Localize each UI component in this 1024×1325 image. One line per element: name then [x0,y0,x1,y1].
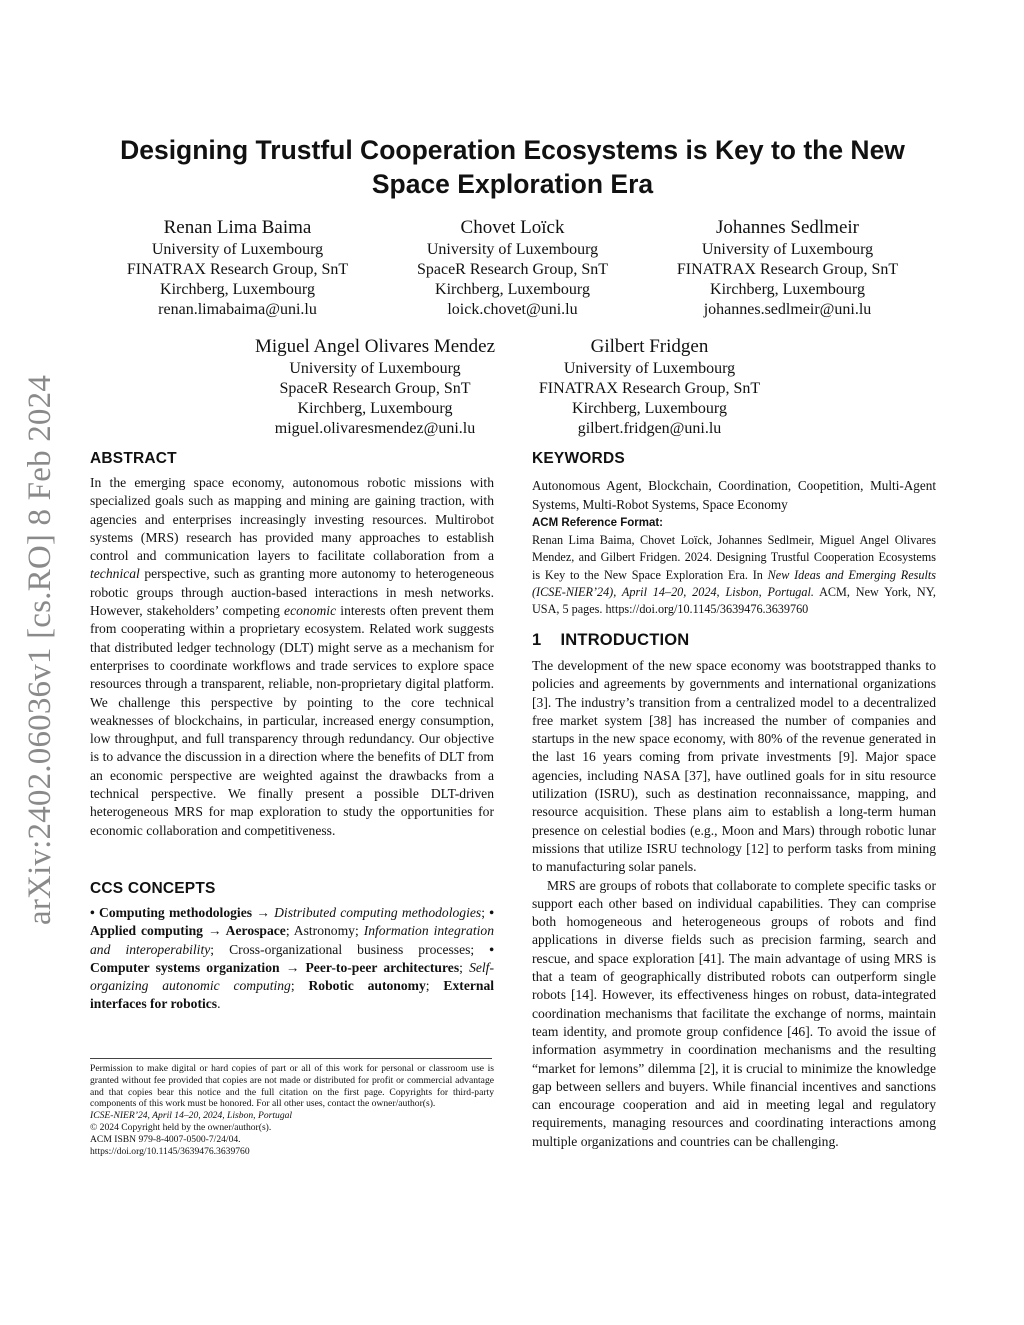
introduction-paragraph: MRS are groups of robots that collaborate to complete specific tasks or support each other based on individual capabilities. They can comprise both homogeneous and heterogeneous groups of robots and find applications in diverse fields such as precision farming, search and rescue, and space exploration [41]. The main advantage of using MRS is that a team of geographically distributed robots can outperform single robots [14]. However, its effectiveness hinges on robust, data-integrated coordination mechanisms that facilitate the exchange of norms, maintain team identity, and promote group confidence [46]. To avoid the issue of information asymmetry in coordination mechanisms and the resulting “market for lemons” dilemma [2], it is crucial to minimize the knowledge gap between sellers and buyers. While financial incentives and sanctions can encourage cooperation and aid in meeting legal and regulatory requirements, managing resources and coordinating interactions among multiple organizations and countries can be challenging. [532,877,936,1149]
keywords-heading: KEYWORDS [532,450,625,467]
author-name: Chovet Loïck [460,217,565,238]
abstract-text-part: perspective, such as granting more autonomy to heterogeneous robotic groups through auction-based interactions in mesh networks. However, stakeholders’ competing [90,566,494,619]
author-group: FINATRAX Research Group, SnT [676,261,899,278]
ccs-term-italic: Information integration and interoperability [90,923,494,957]
abstract-emphasis: technical [90,566,140,582]
permission-notice: Permission to make digital or hard copies of part or all of this work for personal or classroom use is granted without fee provided that copies are not made or distributed for profit or commercial advantage and that copies bear this notice and the full citation on the first page. Copyrights for third-party components of this work must be honored. For all other uses, contact the owner/author(s). [90,1063,494,1110]
doi-link[interactable]: https://doi.org/10.1145/3639476.3639760 [90,1145,250,1157]
abstract-emphasis: economic [284,603,337,619]
arxiv-identifier [22,374,58,945]
ccs-sep: ; Cross-organizational business processes; [210,941,490,957]
ccs-term-italic: Distributed computing methodologies [274,905,482,920]
author-university: University of Luxembourg [563,360,736,377]
acm-reference-section [532,517,936,618]
author-block [380,216,645,320]
author-location: Kirchberg, Luxembourg [710,281,865,298]
acm-reference-text [532,532,936,618]
author-block [655,216,920,320]
abstract-text-part: interests often prevent them from cooperating within a proprietary ecosystem. Related work suggests that distributed ledger technology (DLT) might serve as a mechanism for enterprises to coordinate workflows and trade services to explore space resources through a transparent, reliable, non-proprietary digital platform. We challenge this perspective by pointing to the core technical weaknesses of blockchains, in particular, increased energy consumption, low throughput, and full transparency through redundancy. Our objective is to advance the discussion in a direction where the benefits of DLT from an economic perspective are weighted against the drawbacks from a technical perspective. We finally present a possible DLT-driven heterogeneous MRS for map exploration to study the opportunities for economic collaboration and competitiveness. [90,603,494,838]
isbn-line: ACM ISBN 979-8-4007-0500-7/24/04. [90,1133,241,1145]
abstract-text-part: In the emerging space economy, autonomous robotic missions with specialized goals such as mapping and mining are gaining traction, with agencies and enterprises increasingly investing resources. Multirobot systems (MRS) research has provided many approaches to establish control and communication layers to facilitate collaboration from a [90,475,494,564]
acm-reference-part: Renan Lima Baima, Chovet Loïck, Johannes Sedlmeir, Miguel Angel Olivares Mendez, and Gilbert Fridgen. 2024. Designing Trustful Cooperation Ecosystems is Key to the New Space Exploration Era. In [532,533,936,582]
author-group: FINATRAX Research Group, SnT [538,380,761,397]
ccs-term: Robotic autonomy [308,978,426,994]
author-email[interactable]: loick.chovet@uni.lu [447,301,578,318]
author-location: Kirchberg, Luxembourg [435,281,590,298]
ccs-term: • Computer systems organization → Peer-to-peer architectures [90,941,494,975]
ccs-term-italic: Self-organizing autonomic computing [90,959,494,994]
author-name: Johannes Sedlmeir [715,217,859,238]
copyright-footnote [90,1063,494,1157]
author-group: SpaceR Research Group, SnT [416,261,609,278]
abstract-section [90,450,494,840]
ccs-sep: ; [481,905,490,920]
ccs-sep: ; [290,978,309,994]
author-university: University of Luxembourg [151,241,324,258]
introduction-paragraph: The development of the new space economy was bootstrapped thanks to policies and agreements by governments and international organizations [3]. The industry’s transition from a centralized model to a decentralized free market system [38] has increased the number of companies and startups in the new space economy, with 80% of the revenue generated in the last 16 years coming from private investments [9]. Major space agencies, including NASA [37], have outlined goals for in situ resource utilization (ISRU), such as destination reconnaissance, mapping, and resource acquisition. These plans aim to establish a long-term human presence on celestial bodies (e.g., Moon and Mars) through robotic lunar missions that utilize ISRU technology [12] to perform tasks from mining to manufacturing solar panels. [532,658,936,875]
author-name: Miguel Angel Olivares Mendez [254,336,496,357]
ccs-term: External interfaces for robotics [90,978,495,1012]
author-location: Kirchberg, Luxembourg [297,400,453,417]
ccs-sep: . [217,996,221,1012]
author-group: FINATRAX Research Group, SnT [126,261,349,278]
ccs-concepts-heading: CCS CONCEPTS [90,880,216,897]
author-university: University of Luxembourg [426,241,599,258]
venue-line: ICSE-NIER’24, April 14–20, 2024, Lisbon, Portugal [90,1110,293,1122]
author-email[interactable]: johannes.sedlmeir@uni.lu [703,301,872,318]
author-name: Renan Lima Baima [163,217,312,238]
acm-reference-part: ACM, New York, NY, USA, 5 pages. https://doi.org/10.1145/3639476.3639760 [532,584,936,617]
author-email[interactable]: miguel.olivaresmendez@uni.lu [274,420,476,437]
ccs-term: • Applied computing → Aerospace [90,905,494,939]
author-location: Kirchberg, Luxembourg [572,400,727,417]
introduction-section [532,631,936,1151]
ccs-concepts-text [90,904,494,1014]
arxiv-identifier-text: arXiv:2402.06036v1 [cs.RO] 8 Feb 2024 [22,374,58,925]
ccs-sep: ; [459,959,470,975]
paper-title: Designing Trustful Cooperation Ecosystems is Key to the New Space Exploration Era [120,135,905,199]
author-location: Kirchberg, Luxembourg [160,281,315,298]
footnote-divider [90,1058,492,1059]
author-email[interactable]: renan.limabaima@uni.lu [158,301,317,318]
author-email[interactable]: gilbert.fridgen@uni.lu [577,420,722,437]
copyright-line: © 2024 Copyright held by the owner/author(s). [90,1121,272,1133]
acm-reference-label: ACM Reference Format: [532,517,663,529]
abstract-text [90,474,494,840]
ccs-sep: ; [425,978,444,994]
author-block [517,335,782,439]
acm-reference-venue: New Ideas and Emerging Results (ICSE-NIER’24), April 14–20, 2024, Lisbon, Portugal. [532,567,936,599]
author-block [105,216,370,320]
author-university: University of Luxembourg [701,241,874,258]
ccs-term: • Computing methodologies → [90,905,275,920]
author-university: University of Luxembourg [289,360,461,377]
keywords-section [532,450,936,514]
keywords-text: Autonomous Agent, Blockchain, Coordination, Coopetition, Multi-Agent Systems, Multi-Robot Systems, Space Economy [532,478,936,512]
author-group: SpaceR Research Group, SnT [279,380,471,397]
author-name: Gilbert Fridgen [590,336,709,357]
abstract-heading: ABSTRACT [90,450,177,467]
introduction-heading: 1 INTRODUCTION [532,631,690,649]
ccs-sep: ; Astronomy; [285,923,364,939]
author-block [240,335,510,439]
ccs-concepts-section [90,880,494,1014]
